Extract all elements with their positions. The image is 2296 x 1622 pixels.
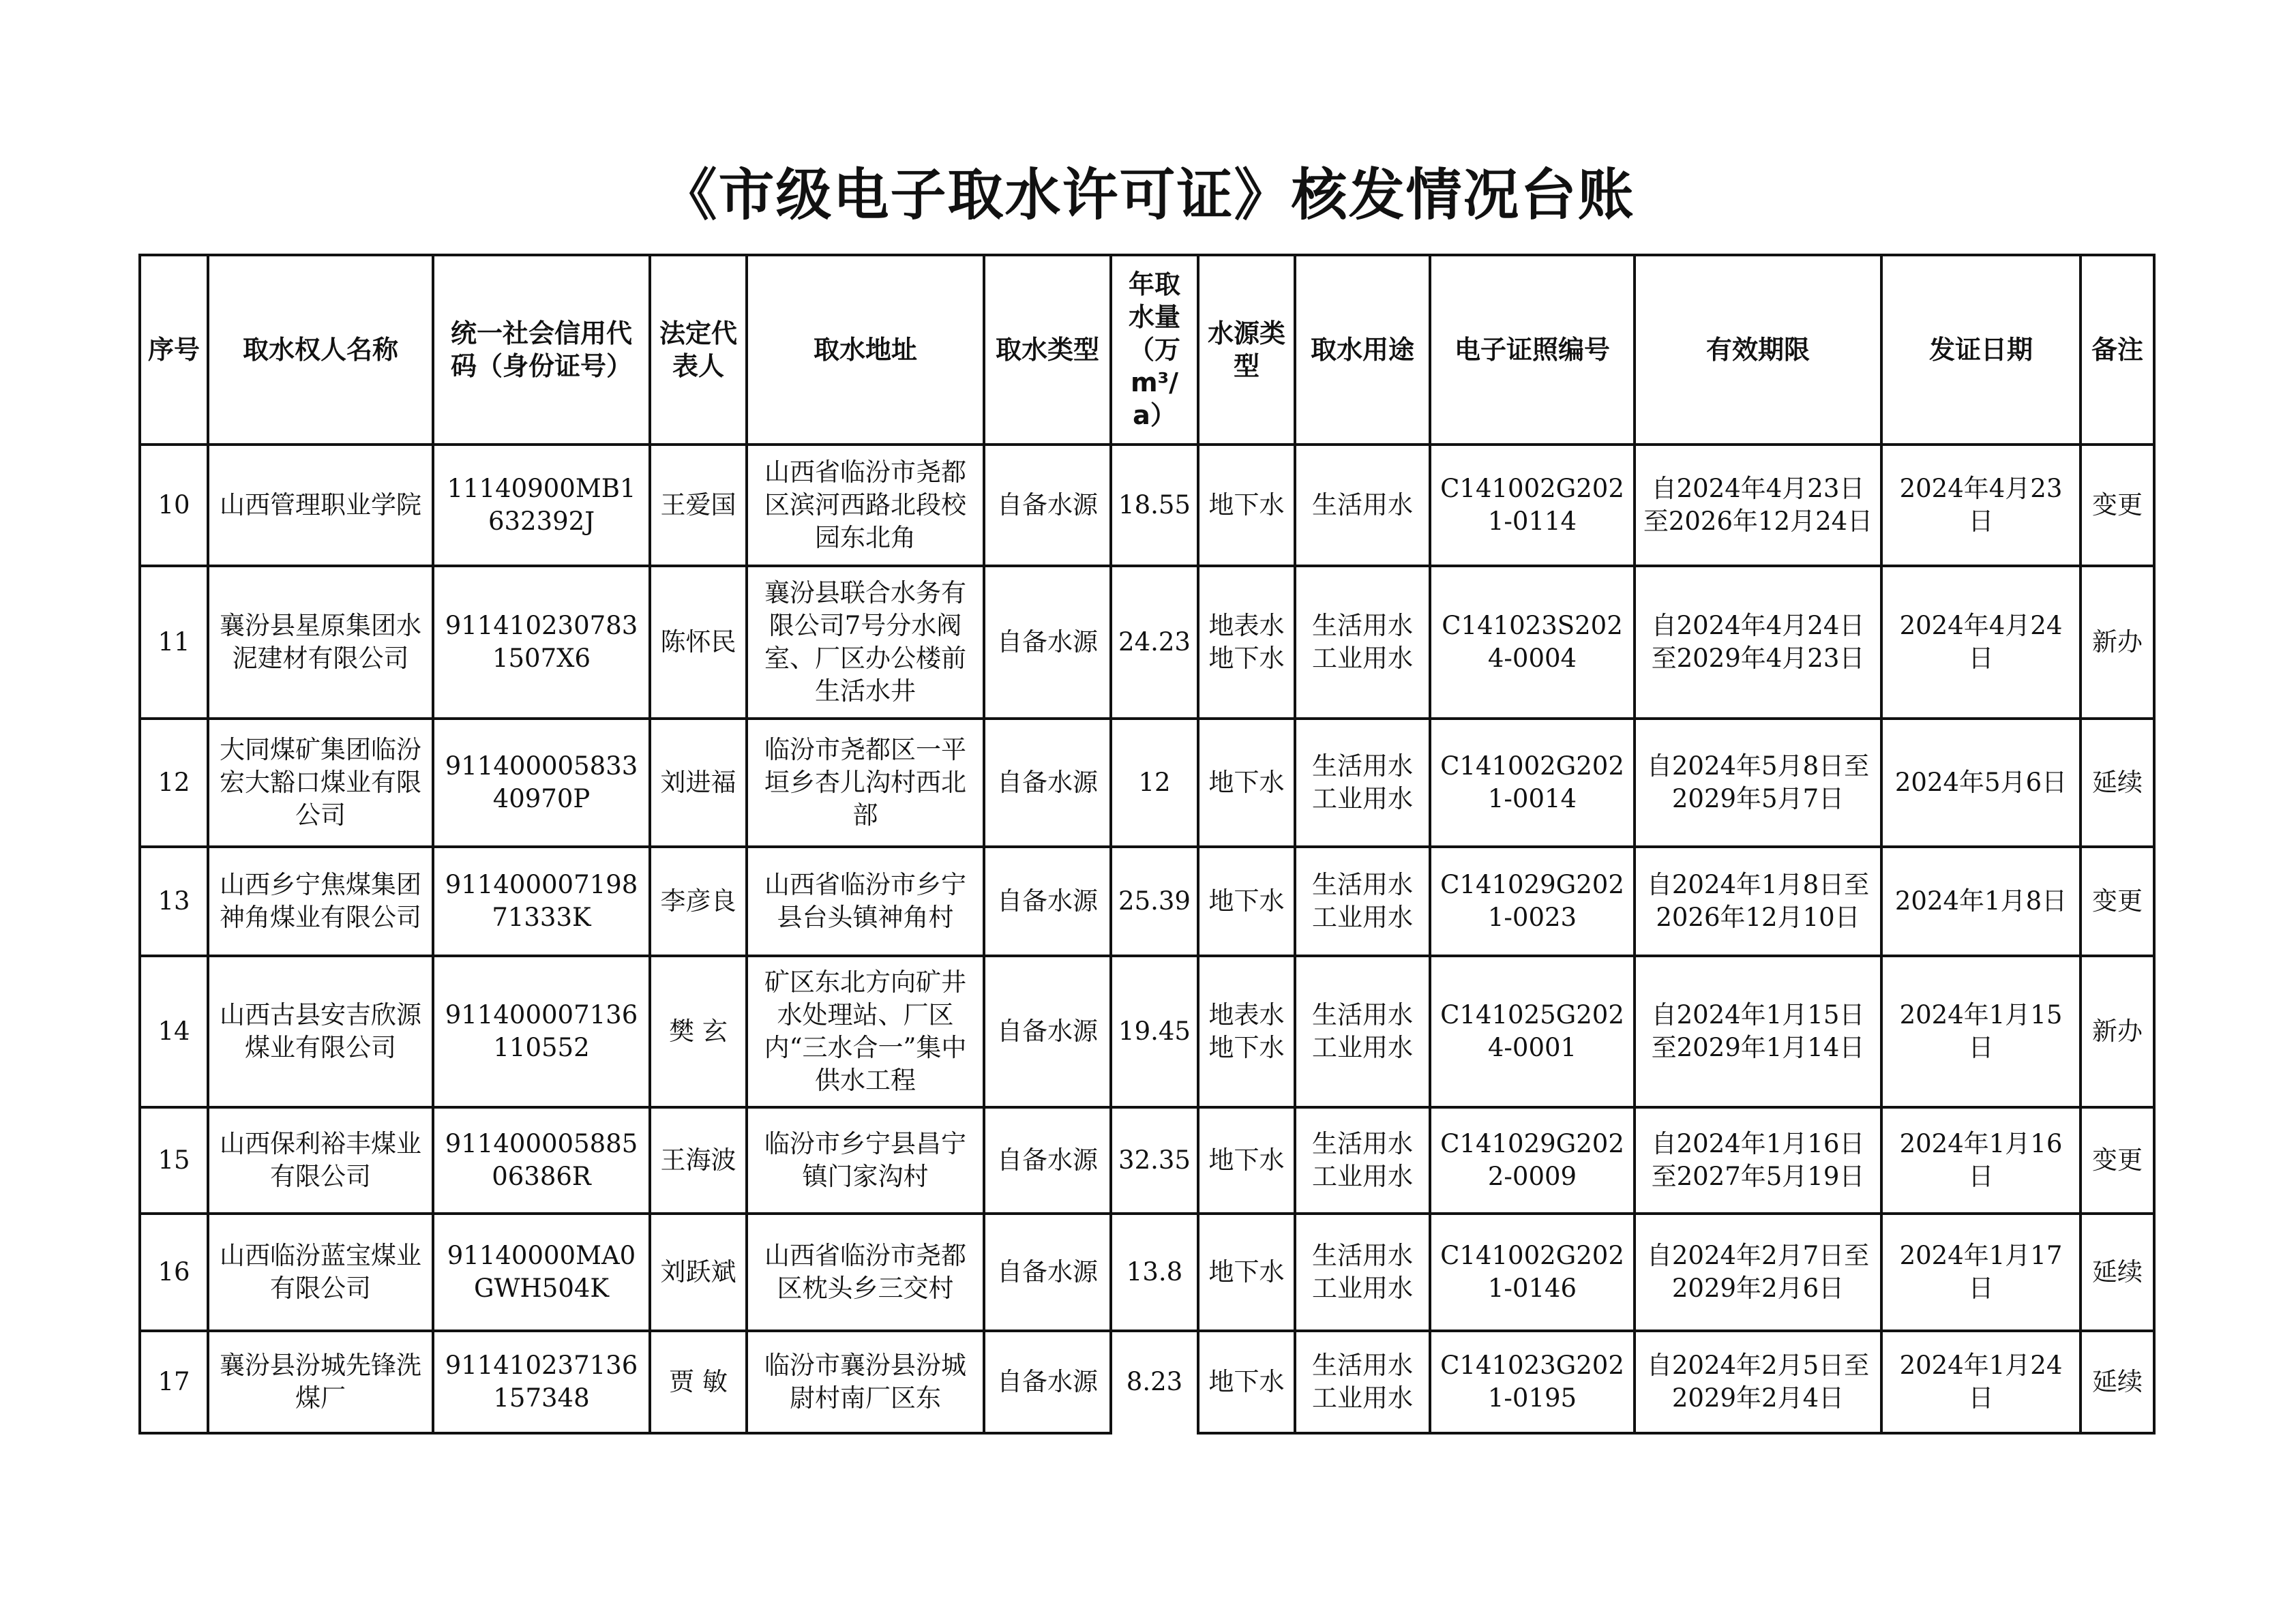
cell-addr: 山西省临汾市乡宁县台头镇神角村 — [747, 847, 984, 956]
cell-note: 延续 — [2081, 1331, 2154, 1433]
cell-note: 新办 — [2081, 956, 2154, 1107]
cell-vol: 19.45 — [1111, 956, 1198, 1107]
cell-cert: C141029G2021-0023 — [1430, 847, 1635, 956]
cell-seq: 17 — [140, 1331, 208, 1433]
cell-rep: 贾 敏 — [650, 1331, 747, 1433]
cell-date: 2024年4月24日 — [1881, 566, 2081, 719]
cell-cert: C141002G2021-0114 — [1430, 445, 1635, 566]
cell-source: 地下水 — [1198, 445, 1295, 566]
cell-credit: 9114102307831507X6 — [433, 566, 650, 719]
cell-source: 地下水 — [1198, 847, 1295, 956]
cell-note: 变更 — [2081, 847, 2154, 956]
cell-addr: 山西省临汾市尧都区滨河西路北段校园东北角 — [747, 445, 984, 566]
cell-valid: 自2024年2月5日至2029年2月4日 — [1635, 1331, 1881, 1433]
page-title: 《市级电子取水许可证》核发情况台账 — [661, 163, 1635, 228]
cell-rep: 王爱国 — [650, 445, 747, 566]
table-row — [140, 1107, 2154, 1214]
cell-name: 大同煤矿集团临汾宏大豁口煤业有限公司 — [208, 719, 433, 847]
cell-cert: C141029G2022-0009 — [1430, 1107, 1635, 1214]
cell-valid: 自2024年4月23日至2026年12月24日 — [1635, 445, 1881, 566]
cell-seq: 13 — [140, 847, 208, 956]
cell-date: 2024年5月6日 — [1881, 719, 2081, 847]
cell-type: 自备水源 — [984, 1107, 1111, 1214]
cell-seq: 14 — [140, 956, 208, 1107]
cell-use: 生活用水工业用水 — [1295, 1331, 1430, 1433]
cell-seq: 15 — [140, 1107, 208, 1214]
cell-valid: 自2024年1月16日至2027年5月19日 — [1635, 1107, 1881, 1214]
col-header-date: 发证日期 — [1881, 255, 2081, 445]
cell-date: 2024年1月8日 — [1881, 847, 2081, 956]
cell-name: 襄汾县汾城先锋洗煤厂 — [208, 1331, 433, 1433]
cell-valid: 自2024年2月7日至2029年2月6日 — [1635, 1214, 1881, 1331]
col-header-valid: 有效期限 — [1635, 255, 1881, 445]
cell-date: 2024年1月17日 — [1881, 1214, 2081, 1331]
cell-type: 自备水源 — [984, 1331, 1111, 1433]
cell-rep: 陈怀民 — [650, 566, 747, 719]
col-header-seq: 序号 — [140, 255, 208, 445]
cell-credit: 91140000583340970P — [433, 719, 650, 847]
cell-name: 山西管理职业学院 — [208, 445, 433, 566]
cell-addr: 临汾市乡宁县昌宁镇门家沟村 — [747, 1107, 984, 1214]
table-row — [140, 1214, 2154, 1331]
cell-date: 2024年1月16日 — [1881, 1107, 2081, 1214]
col-header-cert: 电子证照编号 — [1430, 255, 1635, 445]
cell-rep: 刘跃斌 — [650, 1214, 747, 1331]
cell-use: 生活用水 — [1295, 445, 1430, 566]
cell-vol: 12 — [1111, 719, 1198, 847]
header-row — [140, 255, 2154, 445]
cell-vol: 8.23 — [1111, 1331, 1198, 1433]
cell-cert: C141023S2024-0004 — [1430, 566, 1635, 719]
cell-source: 地表水地下水 — [1198, 566, 1295, 719]
cell-credit: 911400007136110552 — [433, 956, 650, 1107]
cell-credit: 11140900MB1632392J — [433, 445, 650, 566]
cell-seq: 12 — [140, 719, 208, 847]
cell-credit: 91140000588506386R — [433, 1107, 650, 1214]
cell-note: 变更 — [2081, 1107, 2154, 1214]
cell-addr: 临汾市襄汾县汾城尉村南厂区东 — [747, 1331, 984, 1433]
col-header-vol: 年取水量（万m³/a） — [1111, 255, 1198, 445]
cell-note: 延续 — [2081, 719, 2154, 847]
cell-vol: 32.35 — [1111, 1107, 1198, 1214]
cell-name: 山西乡宁焦煤集团神角煤业有限公司 — [208, 847, 433, 956]
cell-valid: 自2024年1月8日至2026年12月10日 — [1635, 847, 1881, 956]
cell-rep: 王海波 — [650, 1107, 747, 1214]
col-header-rep: 法定代表人 — [650, 255, 747, 445]
cell-date: 2024年1月24日 — [1881, 1331, 2081, 1433]
cell-addr: 山西省临汾市尧都区枕头乡三交村 — [747, 1214, 984, 1331]
cell-date: 2024年1月15日 — [1881, 956, 2081, 1107]
cell-addr: 襄汾县联合水务有限公司7号分水阀室、厂区办公楼前生活水井 — [747, 566, 984, 719]
cell-vol: 25.39 — [1111, 847, 1198, 956]
cell-credit: 91140000719871333K — [433, 847, 650, 956]
cell-valid: 自2024年5月8日至2029年5月7日 — [1635, 719, 1881, 847]
cell-source: 地下水 — [1198, 1214, 1295, 1331]
cell-rep: 李彦良 — [650, 847, 747, 956]
cell-use: 生活用水工业用水 — [1295, 1214, 1430, 1331]
cell-seq: 16 — [140, 1214, 208, 1331]
cell-vol: 13.8 — [1111, 1214, 1198, 1331]
cell-type: 自备水源 — [984, 956, 1111, 1107]
col-header-source: 水源类型 — [1198, 255, 1295, 445]
cell-cert: C141002G2021-0146 — [1430, 1214, 1635, 1331]
cell-vol: 24.23 — [1111, 566, 1198, 719]
cell-seq: 10 — [140, 445, 208, 566]
cell-name: 山西保利裕丰煤业有限公司 — [208, 1107, 433, 1214]
col-header-type: 取水类型 — [984, 255, 1111, 445]
cell-addr: 矿区东北方向矿井水处理站、厂区内“三水合一”集中供水工程 — [747, 956, 984, 1107]
col-header-name: 取水权人名称 — [208, 255, 433, 445]
cell-use: 生活用水工业用水 — [1295, 956, 1430, 1107]
cell-use: 生活用水工业用水 — [1295, 566, 1430, 719]
cell-use: 生活用水工业用水 — [1295, 1107, 1430, 1214]
cell-type: 自备水源 — [984, 1214, 1111, 1331]
cell-cert: C141002G2021-0014 — [1430, 719, 1635, 847]
table-row — [140, 445, 2154, 566]
cell-cert: C141023G2021-0195 — [1430, 1331, 1635, 1433]
col-header-use: 取水用途 — [1295, 255, 1430, 445]
permit-ledger-table — [138, 254, 2156, 1435]
cell-type: 自备水源 — [984, 566, 1111, 719]
cell-valid: 自2024年4月24日至2029年4月23日 — [1635, 566, 1881, 719]
cell-note: 延续 — [2081, 1214, 2154, 1331]
cell-note: 变更 — [2081, 445, 2154, 566]
cell-vol: 18.55 — [1111, 445, 1198, 566]
cell-credit: 91140000MA0GWH504K — [433, 1214, 650, 1331]
cell-cert: C141025G2024-0001 — [1430, 956, 1635, 1107]
cell-date: 2024年4月23日 — [1881, 445, 2081, 566]
table-row — [140, 719, 2154, 847]
col-header-note: 备注 — [2081, 255, 2154, 445]
cell-source: 地下水 — [1198, 1331, 1295, 1433]
table-row — [140, 956, 2154, 1107]
cell-addr: 临汾市尧都区一平垣乡杏儿沟村西北部 — [747, 719, 984, 847]
cell-note: 新办 — [2081, 566, 2154, 719]
table-row — [140, 566, 2154, 719]
cell-name: 山西古县安吉欣源煤业有限公司 — [208, 956, 433, 1107]
cell-source: 地下水 — [1198, 1107, 1295, 1214]
table-row — [140, 1331, 2154, 1433]
cell-use: 生活用水工业用水 — [1295, 847, 1430, 956]
cell-type: 自备水源 — [984, 719, 1111, 847]
cell-rep: 刘进福 — [650, 719, 747, 847]
cell-source: 地表水地下水 — [1198, 956, 1295, 1107]
cell-use: 生活用水工业用水 — [1295, 719, 1430, 847]
table-row — [140, 847, 2154, 956]
cell-credit: 911410237136157348 — [433, 1331, 650, 1433]
cell-source: 地下水 — [1198, 719, 1295, 847]
cell-valid: 自2024年1月15日至2029年1月14日 — [1635, 956, 1881, 1107]
cell-name: 山西临汾蓝宝煤业有限公司 — [208, 1214, 433, 1331]
col-header-credit: 统一社会信用代码（身份证号） — [433, 255, 650, 445]
cell-name: 襄汾县星原集团水泥建材有限公司 — [208, 566, 433, 719]
col-header-addr: 取水地址 — [747, 255, 984, 445]
cell-rep: 樊 玄 — [650, 956, 747, 1107]
cell-seq: 11 — [140, 566, 208, 719]
cell-type: 自备水源 — [984, 847, 1111, 956]
cell-type: 自备水源 — [984, 445, 1111, 566]
